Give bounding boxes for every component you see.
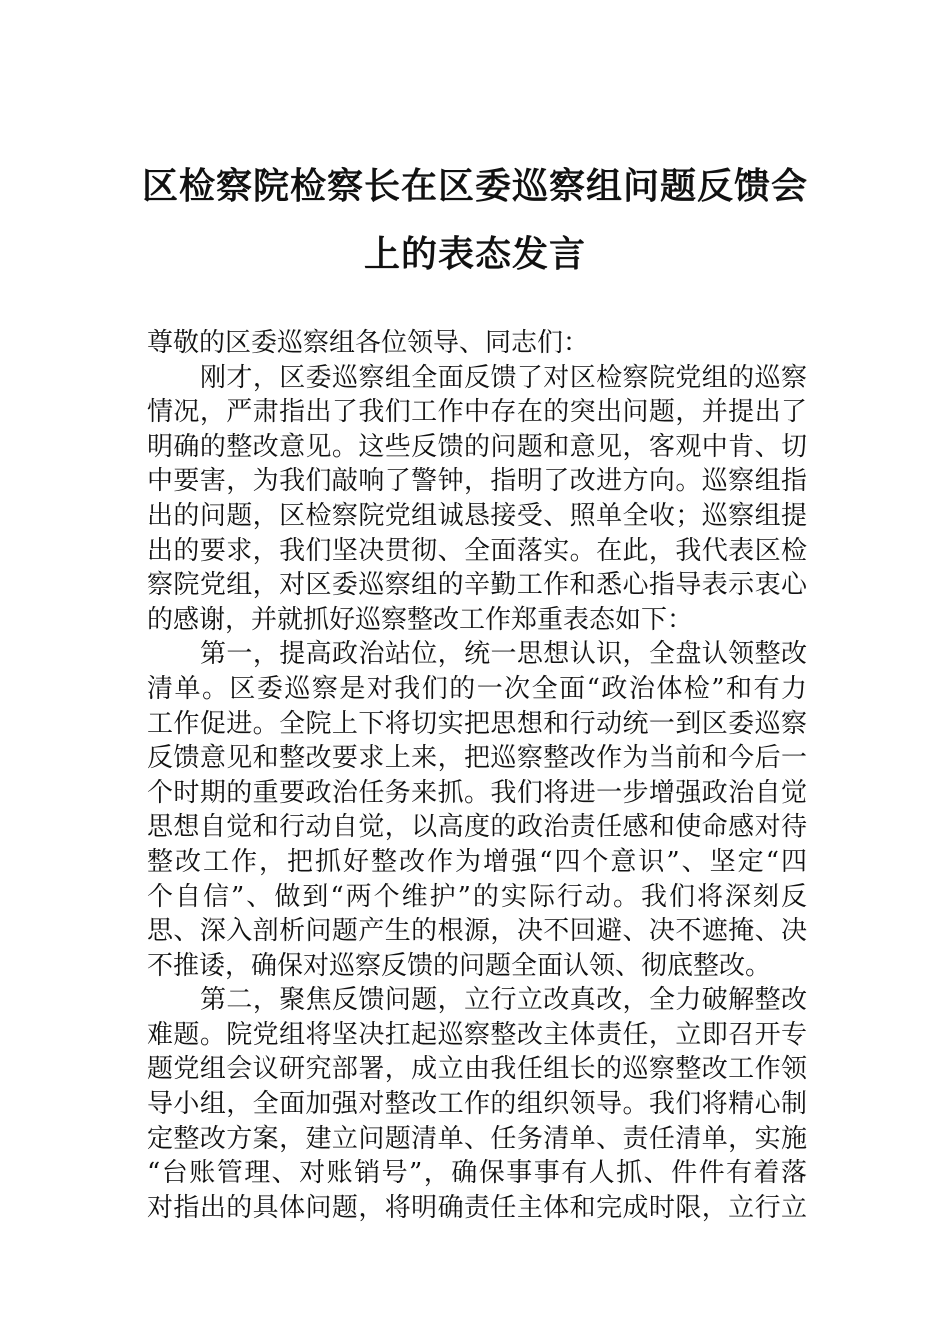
text-line: 难题。院党组将坚决扛起巡察整改主体责任，立即召开专 xyxy=(147,1019,807,1050)
salutation: 尊敬的区委巡察组各位领导、同志们： xyxy=(147,328,590,358)
text-line: 题党组会议研究部署，成立由我任组长的巡察整改工作领 xyxy=(147,1054,807,1085)
text-line: 反馈意见和整改要求上来，把巡察整改作为当前和今后一 xyxy=(147,743,807,774)
text-line: 对指出的具体问题，将明确责任主体和完成时限，立行立 xyxy=(147,1192,807,1223)
text-line: 明确的整改意见。这些反馈的问题和意见，客观中肯、切 xyxy=(147,431,807,462)
text-line: 的感谢，并就抓好巡察整改工作郑重表态如下： xyxy=(147,604,694,635)
text-line: “台账管理、对账销号”，确保事事有人抓、件件有着落 xyxy=(147,1158,807,1189)
document-title-line-1: 区检察院检察长在区委巡察组问题反馈会 xyxy=(141,165,808,207)
text-line: 出的问题，区检察院党组诚恳接受、照单全收；巡察组提 xyxy=(147,500,807,531)
text-line: 个自信”、做到“两个维护”的实际行动。我们将深刻反 xyxy=(147,881,807,912)
paragraph-1 xyxy=(147,361,807,638)
text-line: 清单。区委巡察是对我们的一次全面“政治体检”和有力 xyxy=(147,673,807,704)
text-line: 出的要求，我们坚决贯彻、全面落实。在此，我代表区检 xyxy=(147,535,807,566)
text-line: 思、深入剖析问题产生的根源，决不回避、决不遮掩、决 xyxy=(147,916,807,947)
text-line: 整改工作，把抓好整改作为增强“四个意识”、坚定“四 xyxy=(147,846,807,877)
text-line: 不推诿，确保对巡察反馈的问题全面认领、彻底整改。 xyxy=(147,950,772,981)
text-line: 刚才，区委巡察组全面反馈了对区检察院党组的巡察 xyxy=(200,362,807,393)
paragraph-3 xyxy=(147,983,807,1225)
document-title-line-2: 上的表态发言 xyxy=(363,233,586,275)
paragraph-2 xyxy=(147,637,807,983)
text-line: 情况，严肃指出了我们工作中存在的突出问题，并提出了 xyxy=(147,397,807,428)
text-line: 个时期的重要政治任务来抓。我们将进一步增强政治自觉 xyxy=(147,777,807,808)
text-line: 第一，提高政治站位，统一思想认识，全盘认领整改 xyxy=(200,639,807,670)
text-line: 导小组，全面加强对整改工作的组织领导。我们将精心制 xyxy=(147,1089,807,1120)
text-line: 工作促进。全院上下将切实把思想和行动统一到区委巡察 xyxy=(147,708,807,739)
text-line: 定整改方案，建立问题清单、任务清单、责任清单，实施 xyxy=(147,1123,807,1154)
text-line: 第二，聚焦反馈问题，立行立改真改，全力破解整改 xyxy=(200,985,807,1016)
text-line: 思想自觉和行动自觉，以高度的政治责任感和使命感对待 xyxy=(147,812,807,843)
text-line: 察院党组，对区委巡察组的辛勤工作和悉心指导表示衷心 xyxy=(147,570,807,601)
document-body xyxy=(147,326,807,1225)
text-line: 中要害，为我们敲响了警钟，指明了改进方向。巡察组指 xyxy=(147,466,807,497)
